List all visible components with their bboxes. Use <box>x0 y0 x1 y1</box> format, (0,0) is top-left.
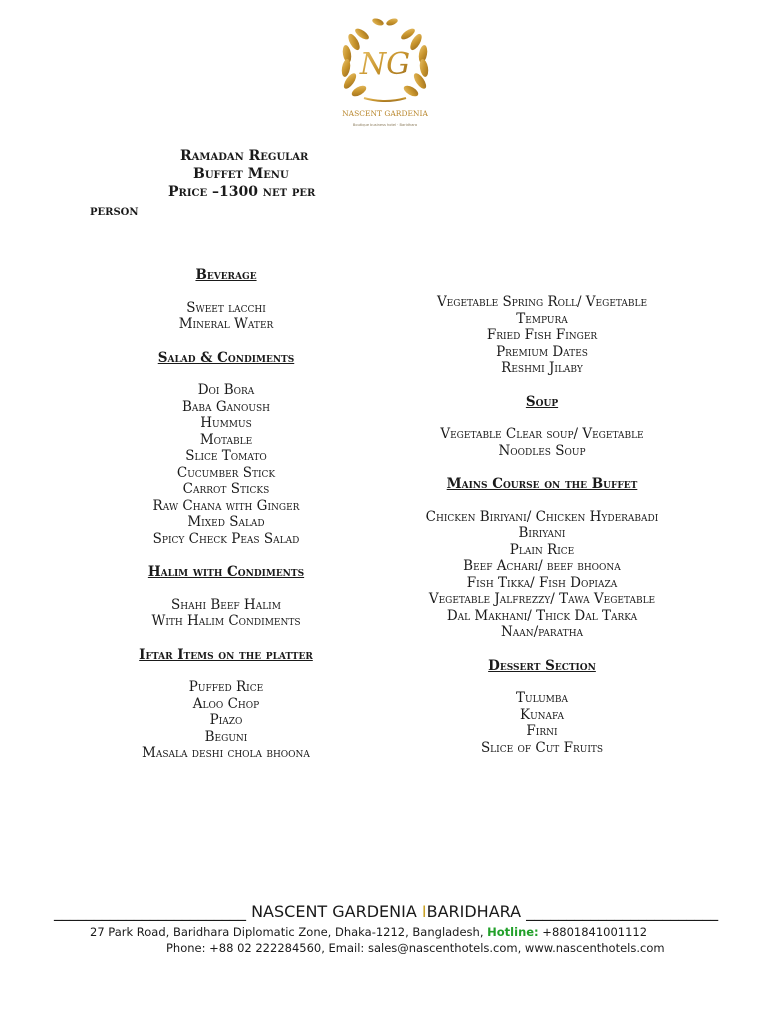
footer-rule-left: ________________________ <box>54 902 246 921</box>
menu-item: Sweet lacchi <box>186 299 266 316</box>
menu-item: Doi Bora <box>197 382 255 398</box>
menu-item: Cucumber Stick <box>176 464 276 481</box>
menu-item: Masala deshi chola bhoona <box>142 745 310 761</box>
hotel-logo <box>334 12 436 130</box>
menu-item: Vegetable Spring Roll/ Vegetable <box>436 294 648 310</box>
menu-item: Chicken Biriyani/ Chicken Hyderabadi <box>425 508 659 525</box>
menu-item: Piazo <box>209 712 243 728</box>
menu-item: Dal Makhani/ Thick Dal Tarka <box>446 607 638 624</box>
menu-item: Biriyani <box>518 525 566 541</box>
menu-left-column <box>96 267 356 762</box>
menu-item: Hummus <box>200 415 252 431</box>
menu-item: Motable <box>199 431 253 448</box>
menu-item: Plain Rice <box>509 541 575 558</box>
menu-item: Raw Chana with Ginger <box>152 497 300 514</box>
menu-item: Beef Achari/ beef bhoona <box>463 558 621 574</box>
section-heading-iftar: Iftar Items on the platter <box>139 646 313 663</box>
menu-item: Slice Tomato <box>185 448 267 464</box>
menu-item: Carrot Sticks <box>182 481 270 497</box>
menu-right-column <box>402 294 682 756</box>
footer-hotel-name: NASCENT GARDENIA <box>246 902 422 921</box>
footer-separator: I <box>421 902 427 921</box>
section-heading-halim: Halim with Condiments <box>147 564 305 580</box>
menu-item: Noodles Soup <box>498 442 586 459</box>
menu-item: Fish Tikka/ Fish Dopiaza <box>466 574 618 591</box>
footer-address-text: 27 Park Road, Baridhara Diplomatic Zone, Dhaka-1212, Bangladesh, <box>90 925 488 939</box>
menu-item: Baba Ganoush <box>182 398 270 415</box>
menu-item: Spicy Check Peas Salad <box>152 530 300 547</box>
menu-item: Firni <box>526 723 558 739</box>
menu-item: Vegetable Clear soup/ Vegetable <box>440 426 644 442</box>
section-heading-dessert: Dessert Section <box>488 657 596 674</box>
logo-tagline: Boutique business hotel · Baridhara <box>352 123 418 127</box>
title-line-1: Ramadan Regular <box>180 148 309 164</box>
menu-item: Vegetable Jalfrezzy/ Tawa Vegetable <box>428 591 656 607</box>
footer-hotline-label: Hotline: <box>487 925 539 939</box>
menu-item: Tulumba <box>516 690 568 706</box>
logo-monogram: NG <box>359 47 411 82</box>
section-heading-salad: Salad & Condiments <box>157 349 295 366</box>
menu-item: Naan/paratha <box>500 624 584 640</box>
menu-item: With Halim Condiments <box>151 613 301 629</box>
title-line-2: Buffet Menu <box>193 166 289 182</box>
menu-item: Fried Fish Finger <box>486 327 598 343</box>
menu-item: Mineral Water <box>178 316 274 332</box>
section-heading-mains: Mains Course on the Buffet <box>446 476 638 492</box>
footer-address <box>90 925 647 939</box>
logo-name: NASCENT GARDENIA <box>342 109 428 118</box>
footer-hotline-number: +8801841001112 <box>538 925 648 939</box>
menu-item: Aloo Chop <box>192 695 260 712</box>
footer-rule-right: ________________________ <box>526 902 719 921</box>
section-heading-soup: Soup <box>525 393 559 410</box>
menu-item: Slice of Cut Fruits <box>480 739 604 756</box>
section-heading-beverage: Beverage <box>195 267 257 283</box>
menu-item: Shahi Beef Halim <box>171 596 281 613</box>
footer-contact: Phone: +88 02 222284560, Email: sales@nascenthotels.com, www.nascenthotels.com <box>166 941 665 955</box>
menu-item: Kunafa <box>519 706 564 723</box>
menu-item: Reshmi Jilaby <box>501 360 583 376</box>
footer-hotel-line <box>54 902 719 921</box>
menu-item: Premium Dates <box>496 343 588 360</box>
footer-area: BARIDHARA <box>426 902 527 921</box>
menu-item: Puffed Rice <box>188 679 264 695</box>
title-line-3: Price –1300 net per <box>168 184 316 200</box>
menu-item: Beguni <box>204 728 248 745</box>
menu-item: Tempura <box>516 310 568 327</box>
menu-item: Mixed Salad <box>187 514 265 530</box>
title-line-4: person <box>90 203 139 219</box>
